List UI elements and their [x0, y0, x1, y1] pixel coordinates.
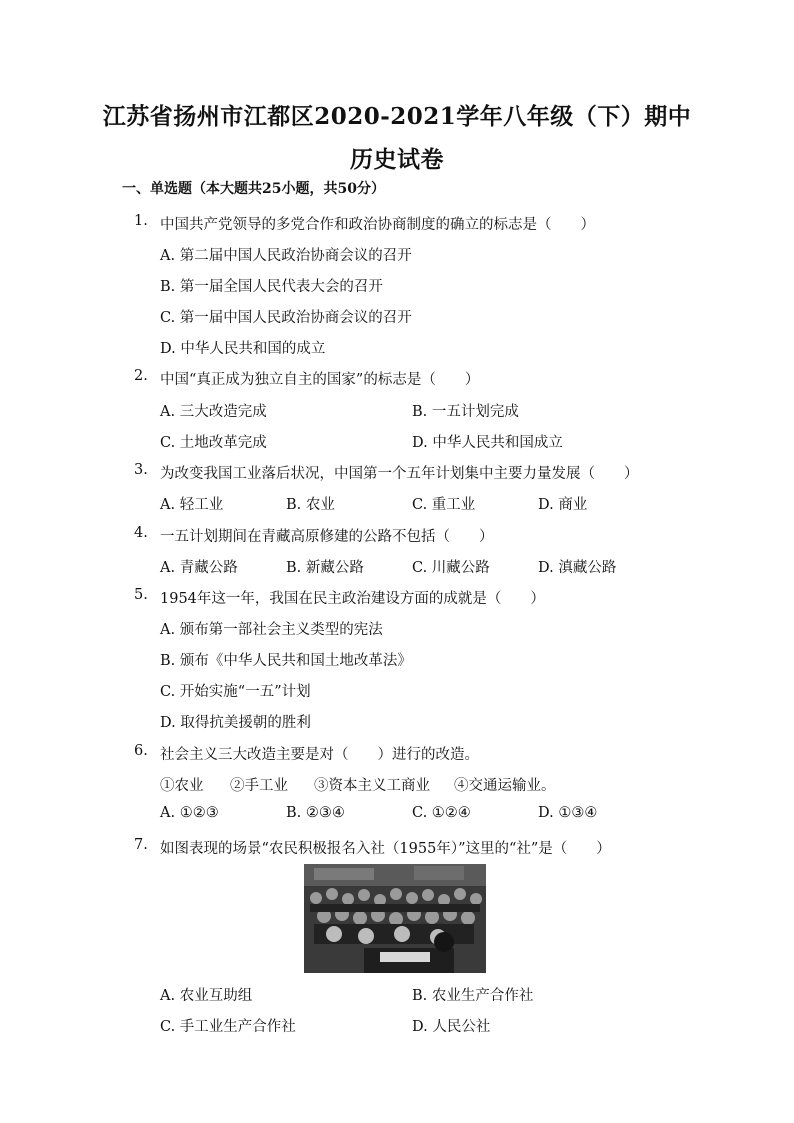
option-a[interactable]: A. 青藏公路 — [160, 560, 238, 576]
option-d[interactable]: D. 中华人民共和国的成立 — [160, 341, 326, 357]
option-d[interactable]: D. 商业 — [538, 497, 588, 513]
option-a[interactable]: A. 三大改造完成 — [160, 404, 267, 420]
sub-item: ②手工业 — [230, 778, 288, 794]
exam-title-line2: 历史试卷 — [350, 146, 444, 173]
question-number: 2. — [134, 368, 148, 384]
question-text: 1954年这一年，我国在民主政治建设方面的成就是（ ） — [160, 591, 545, 607]
question-text: 如图表现的场景“农民积极报名入社（1955年）”这里的“社”是（ ） — [160, 841, 611, 857]
sub-item: ③资本主义工商业 — [314, 778, 430, 794]
question-number: 5. — [134, 587, 148, 603]
option-b[interactable]: B. ②③④ — [286, 805, 345, 821]
section-header: 一、单选题（本大题共25小题，共50分） — [122, 181, 385, 197]
question-text: 中国共产党领导的多党合作和政治协商制度的确立的标志是（ ） — [160, 217, 595, 233]
question-text: 一五计划期间在青藏高原修建的公路不包括（ ） — [160, 529, 494, 545]
question-text: 社会主义三大改造主要是对（ ）进行的改造。 — [160, 747, 479, 763]
option-b[interactable]: B. 第一届全国人民代表大会的召开 — [160, 279, 383, 295]
question-text: 中国“真正成为独立自主的国家”的标志是（ ） — [160, 372, 480, 388]
sub-item: ④交通运输业。 — [454, 778, 556, 794]
option-c[interactable]: C. 土地改革完成 — [160, 435, 267, 451]
option-d[interactable]: D. 人民公社 — [412, 1019, 491, 1035]
option-b[interactable]: B. 颁布《中华人民共和国土地改革法》 — [160, 653, 412, 669]
question-number: 1. — [134, 213, 148, 229]
option-a[interactable]: A. ①②③ — [160, 805, 219, 821]
option-c[interactable]: C. 川藏公路 — [412, 560, 490, 576]
option-b[interactable]: B. 农业 — [286, 497, 335, 513]
option-b[interactable]: B. 一五计划完成 — [412, 404, 519, 420]
question-number: 3. — [134, 462, 148, 478]
option-a[interactable]: A. 轻工业 — [160, 497, 224, 513]
question-number: 7. — [134, 837, 148, 853]
crowd-photo-illustration — [304, 864, 486, 973]
option-d[interactable]: D. 滇藏公路 — [538, 560, 617, 576]
option-c[interactable]: C. 开始实施“一五”计划 — [160, 684, 311, 700]
option-c[interactable]: C. ①②④ — [412, 805, 471, 821]
question-text: 为改变我国工业落后状况，中国第一个五年计划集中主要力量发展（ ） — [160, 466, 639, 482]
option-a[interactable]: A. 第二届中国人民政治协商会议的召开 — [160, 248, 412, 264]
sub-item: ①农业 — [160, 778, 204, 794]
option-b[interactable]: B. 新藏公路 — [286, 560, 364, 576]
option-b[interactable]: B. 农业生产合作社 — [412, 988, 534, 1004]
option-a[interactable]: A. 农业互助组 — [160, 988, 253, 1004]
historical-photo — [304, 864, 486, 973]
option-c[interactable]: C. 手工业生产合作社 — [160, 1019, 296, 1035]
question-number: 4. — [134, 525, 148, 541]
option-c[interactable]: C. 重工业 — [412, 497, 476, 513]
option-c[interactable]: C. 第一届中国人民政治协商会议的召开 — [160, 310, 412, 326]
option-a[interactable]: A. 颁布第一部社会主义类型的宪法 — [160, 622, 383, 638]
question-number: 6. — [134, 743, 148, 759]
option-d[interactable]: D. 取得抗美援朝的胜利 — [160, 715, 311, 731]
exam-title-line1: 江苏省扬州市江都区2020-2021学年八年级（下）期中 — [102, 103, 692, 130]
option-d[interactable]: D. 中华人民共和国成立 — [412, 435, 563, 451]
option-d[interactable]: D. ①③④ — [538, 805, 598, 821]
